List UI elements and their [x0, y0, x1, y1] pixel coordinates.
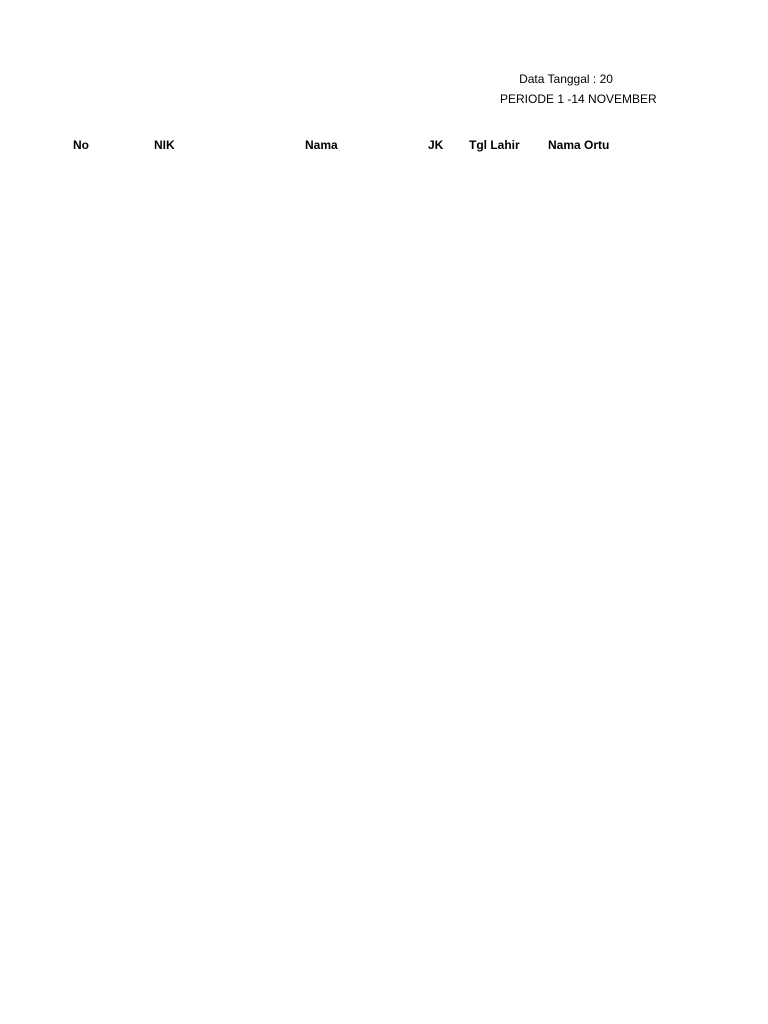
col-header-nik: NIK	[154, 138, 175, 152]
report-date-text: Data Tanggal : 20	[519, 72, 613, 86]
col-header-tgl-lahir: Tgl Lahir	[469, 138, 520, 152]
report-period-label	[500, 92, 657, 106]
col-header-jk: JK	[428, 138, 444, 152]
report-period-text: PERIODE 1 -14 NOVEMBER	[500, 92, 657, 106]
col-header-nama-ortu: Nama Ortu	[548, 138, 610, 152]
report-date-label	[500, 72, 632, 86]
col-header-nama: Nama	[305, 138, 338, 152]
col-header-no: No	[73, 138, 89, 152]
